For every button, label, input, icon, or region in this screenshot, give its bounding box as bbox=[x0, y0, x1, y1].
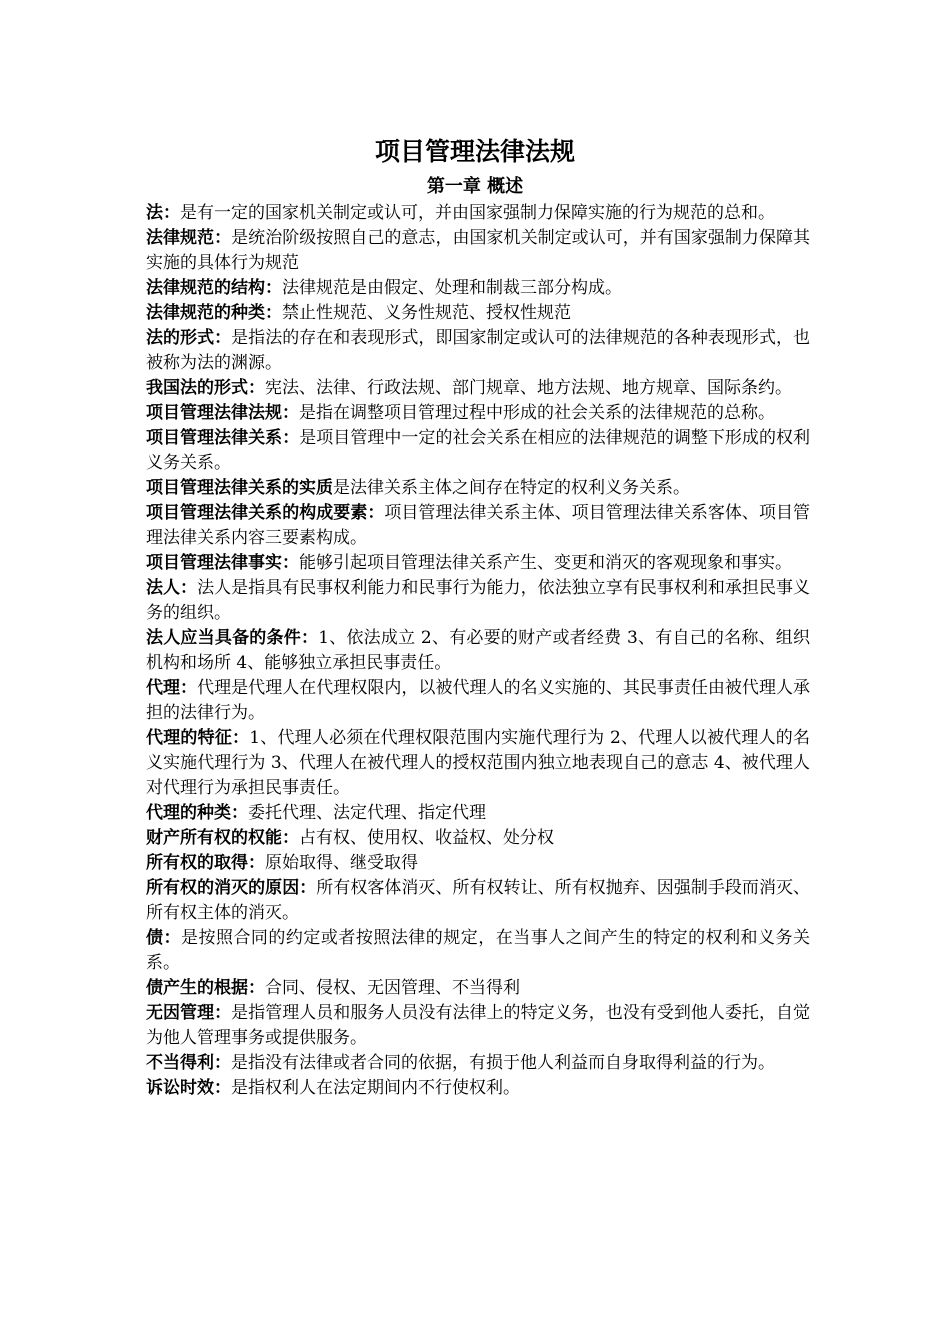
definition-text: 合同、侵权、无因管理、不当得利 bbox=[265, 978, 520, 998]
definition-term: 财产所有权的权能： bbox=[146, 828, 299, 848]
definition-text: 是指法的存在和表现形式，即国家制定或认可的法律规范的各种表现形式，也被称为法的渊源。 bbox=[146, 328, 811, 373]
definition-term: 项目管理法律法规： bbox=[146, 403, 299, 423]
definition-text: 宪法、法律、行政法规、部门规章、地方法规、地方规章、国际条约。 bbox=[265, 378, 792, 398]
definition-text: 1、代理人必须在代理权限范围内实施代理行为 2、代理人以被代理人的名义实施代理行为 3、代理人在被代理人的授权范围内独立地表现自己的意志 4、被代理人对代理行为承担民事责任。 bbox=[146, 728, 810, 798]
definition-term: 我国法的形式： bbox=[146, 378, 265, 398]
definition-entry bbox=[146, 626, 810, 676]
definition-entry bbox=[146, 551, 810, 576]
definition-term: 所有权的取得： bbox=[146, 853, 265, 873]
definition-term: 项目管理法律关系的构成要素： bbox=[146, 503, 385, 523]
definition-term: 无因管理： bbox=[146, 1003, 232, 1023]
definition-entry bbox=[146, 201, 810, 226]
definition-entry bbox=[146, 426, 810, 476]
definition-text: 是指管理人员和服务人员没有法律上的特定义务，也没有受到他人委托，自觉为他人管理事务或提供服务。 bbox=[146, 1003, 811, 1048]
definition-text: 1、依法成立 2、有必要的财产或者经费 3、有自己的名称、组织机构和场所 4、能够独立承担民事责任。 bbox=[146, 628, 810, 673]
definition-term: 债产生的根据： bbox=[146, 978, 265, 998]
definition-entry bbox=[146, 501, 810, 551]
definition-text: 是法律关系主体之间存在特定的权利义务关系。 bbox=[333, 478, 690, 498]
definition-entry bbox=[146, 826, 810, 851]
definition-entry bbox=[146, 676, 810, 726]
definition-entry bbox=[146, 576, 810, 626]
definition-text: 是统治阶级按照自己的意志，由国家机关制定或认可，并有国家强制力保障其实施的具体行为规范 bbox=[146, 228, 811, 273]
definition-term: 项目管理法律关系： bbox=[146, 428, 300, 448]
definition-term: 项目管理法律关系的实质 bbox=[146, 478, 333, 498]
definition-entry bbox=[146, 476, 810, 501]
definition-text: 项目管理法律关系主体、项目管理法律关系客体、项目管理法律关系内容三要素构成。 bbox=[146, 503, 811, 548]
definition-text: 所有权客体消灭、所有权转让、所有权抛弃、因强制手段而消灭、所有权主体的消灭。 bbox=[146, 878, 811, 923]
definition-entry bbox=[146, 926, 810, 976]
definition-term: 项目管理法律事实： bbox=[146, 553, 299, 573]
definition-text: 能够引起项目管理法律关系产生、变更和消灭的客观现象和事实。 bbox=[299, 553, 792, 573]
definition-text: 法律规范是由假定、处理和制裁三部分构成。 bbox=[282, 278, 622, 298]
definition-term: 法律规范的种类： bbox=[146, 303, 282, 323]
definition-entry bbox=[146, 401, 810, 426]
definition-text: 占有权、使用权、收益权、处分权 bbox=[299, 828, 554, 848]
definition-entry bbox=[146, 851, 810, 876]
definition-text: 是指没有法律或者合同的依据，有损于他人利益而自身取得利益的行为。 bbox=[231, 1053, 775, 1073]
definition-text: 委托代理、法定代理、指定代理 bbox=[248, 803, 486, 823]
definition-entry bbox=[146, 726, 810, 801]
definition-text: 是项目管理中一定的社会关系在相应的法律规范的调整下形成的权利义务关系。 bbox=[146, 428, 811, 473]
definition-term: 法律规范的结构： bbox=[146, 278, 282, 298]
definition-list bbox=[146, 201, 810, 1101]
definition-term: 诉讼时效： bbox=[146, 1078, 231, 1098]
definition-entry bbox=[146, 1001, 810, 1051]
definition-entry bbox=[146, 801, 810, 826]
definition-entry bbox=[146, 301, 810, 326]
definition-text: 原始取得、继受取得 bbox=[265, 853, 418, 873]
definition-term: 代理的特征： bbox=[146, 728, 250, 748]
definition-term: 所有权的消灭的原因： bbox=[146, 878, 317, 898]
definition-entry bbox=[146, 226, 810, 276]
definition-entry bbox=[146, 876, 810, 926]
definition-entry bbox=[146, 1076, 810, 1101]
definition-text: 是指在调整项目管理过程中形成的社会关系的法律规范的总称。 bbox=[299, 403, 775, 423]
definition-entry bbox=[146, 1051, 810, 1076]
definition-text: 是指权利人在法定期间内不行使权利。 bbox=[231, 1078, 520, 1098]
definition-term: 法的形式： bbox=[146, 328, 232, 348]
definition-term: 不当得利： bbox=[146, 1053, 231, 1073]
document-title: 项目管理法律法规 bbox=[374, 137, 575, 166]
definition-term: 法人： bbox=[146, 578, 198, 598]
definition-text: 是有一定的国家机关制定或认可，并由国家强制力保障实施的行为规范的总和。 bbox=[180, 203, 775, 223]
definition-text: 禁止性规范、义务性规范、授权性规范 bbox=[282, 303, 571, 323]
definition-text: 代理是代理人在代理权限内，以被代理人的名义实施的、其民事责任由被代理人承担的法律行为。 bbox=[146, 678, 811, 723]
definition-entry bbox=[146, 326, 810, 376]
definition-text: 是按照合同的约定或者按照法律的规定，在当事人之间产生的特定的权利和义务关系。 bbox=[146, 928, 811, 973]
chapter-heading: 第一章 概述 bbox=[426, 176, 524, 197]
definition-term: 代理的种类： bbox=[146, 803, 248, 823]
definition-term: 代理： bbox=[146, 678, 198, 698]
definition-term: 法人应当具备的条件： bbox=[146, 628, 319, 648]
definition-entry bbox=[146, 376, 810, 401]
definition-term: 法律规范： bbox=[146, 228, 232, 248]
definition-entry bbox=[146, 276, 810, 301]
definition-term: 债： bbox=[146, 928, 181, 948]
definition-entry bbox=[146, 976, 810, 1001]
definition-term: 法： bbox=[146, 203, 180, 223]
definition-text: 法人是指具有民事权利能力和民事行为能力，依法独立享有民事权利和承担民事义务的组织。 bbox=[146, 578, 811, 623]
